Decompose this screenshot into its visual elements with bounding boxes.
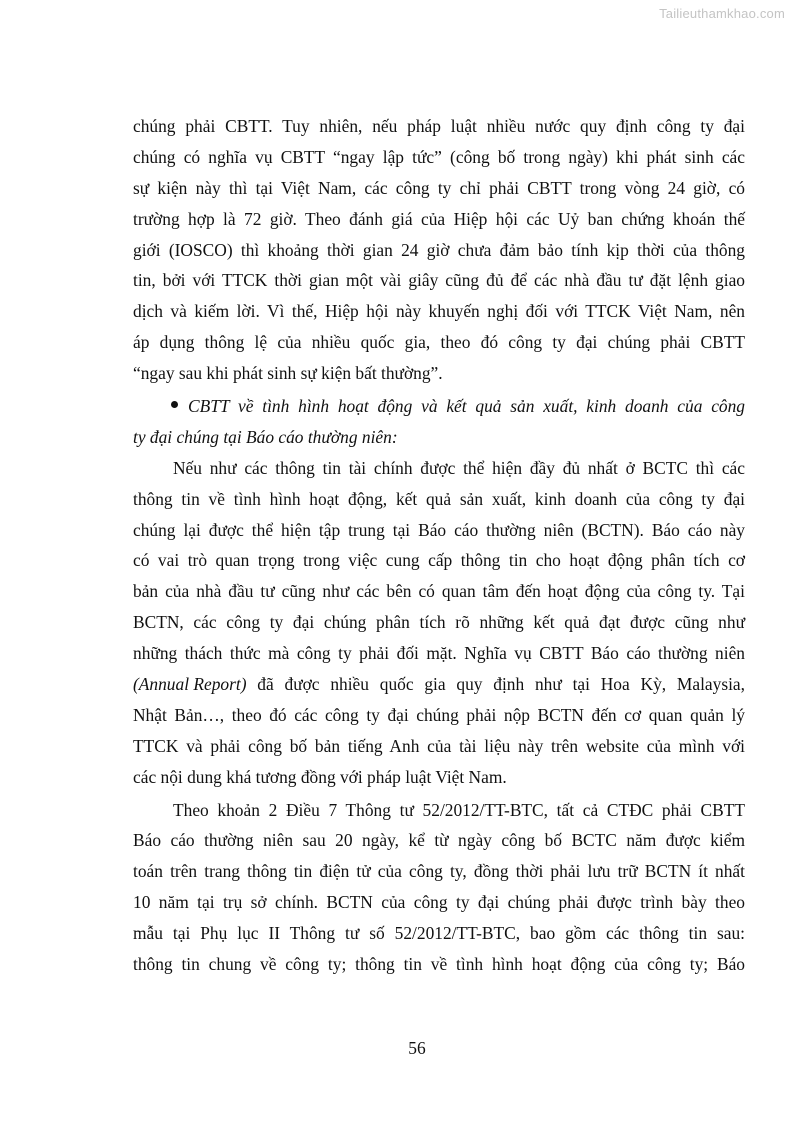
paragraph-2 (133, 453, 745, 793)
text-line: Theo khoản 2 Điều 7 Thông tư 52/2012/TT-BTC, tất cả CTĐC phải CBTT (173, 799, 745, 820)
page-body (133, 111, 745, 980)
bullet-heading (133, 391, 745, 453)
text-line-mixed (133, 669, 745, 700)
text-line: mẫu tại Phụ lục II Thông tư số 52/2012/TT-BTC, bao gồm các thông tin sau: (133, 923, 745, 944)
text-line: TTCK và phải công bố bản tiếng Anh của tài liệu này trên website của mình với (133, 735, 745, 756)
text-line: Nhật Bản…, theo đó các công ty đại chúng phải nộp BCTN đến cơ quan quản lý (133, 704, 745, 725)
text-line: chúng phải CBTT. Tuy nhiên, nếu pháp luật nhiều nước quy định công ty đại (133, 116, 745, 136)
text-line: những thách thức mà công ty phải đối mặt. Nghĩa vụ CBTT Báo cáo thường niên (133, 643, 745, 664)
text-line: áp dụng thông lệ của nhiều quốc gia, theo đó công ty đại chúng phải CBTT (133, 332, 745, 353)
paragraph-1 (133, 111, 745, 389)
text-line: thông tin chung về công ty; thông tin về tình hình hoạt động của công ty; Báo (133, 954, 745, 975)
bullet-text: CBTT về tình hình hoạt động và kết quả sản xuất, kinh doanh của công (188, 396, 745, 417)
text-line: chúng lại được thể hiện tập trung tại Báo cáo thường niên (BCTN). Báo cáo này (133, 519, 745, 540)
text-line: tin, bởi với TTCK thời gian một vài giây cũng đủ để các nhà đầu tư đặt lệnh giao (133, 270, 745, 291)
text-line: chúng có nghĩa vụ CBTT “ngay lập tức” (công bố trong ngày) khi phát sinh các (133, 146, 745, 167)
text-line: “ngay sau khi phát sinh sự kiện bất thường”. (133, 363, 443, 384)
bullet-icon (171, 401, 178, 408)
paragraph-3 (133, 795, 745, 980)
text-line: sự kiện này thì tại Việt Nam, các công ty chỉ phải CBTT trong vòng 24 giờ, có (133, 177, 745, 198)
text-line: có vai trò quan trọng trong việc cung cấp thông tin cho hoạt động phân tích cơ (133, 550, 745, 571)
page-number: 56 (408, 1038, 426, 1058)
text-line: dịch và kiếm lời. Vì thế, Hiệp hội này khuyến nghị đối với TTCK Việt Nam, nên (133, 301, 745, 322)
text-line: Nếu như các thông tin tài chính được thể hiện đầy đủ nhất ở BCTC thì các (173, 457, 745, 478)
text-line: Báo cáo thường niên sau 20 ngày, kể từ ngày công bố BCTC năm được kiểm (133, 830, 745, 851)
text-line: giới (IOSCO) thì khoảng thời gian 24 giờ chưa đảm bảo tính kịp thời của thông (133, 239, 745, 260)
text-line: ty đại chúng tại Báo cáo thường niên: (133, 426, 398, 447)
text-line: bản của nhà đầu tư cũng như các bên có quan tâm đến hoạt động của công ty. Tại (133, 581, 745, 602)
annual-report-term: (Annual Report) (133, 674, 247, 695)
bullet-line (133, 391, 745, 422)
text-line: thông tin về tình hình hoạt động, kết quả sản xuất, kinh doanh của công ty đại (133, 488, 745, 509)
watermark: Tailieuthamkhao.com (659, 6, 785, 21)
text-line: BCTN, các công ty đại chúng phân tích rõ những kết quả đạt được cũng như (133, 612, 745, 633)
text-line: các nội dung khá tương đồng với pháp luật Việt Nam. (133, 766, 507, 787)
text-fragment: đã được nhiều quốc gia quy định như tại Hoa Kỳ, Malaysia, (246, 674, 745, 695)
text-line: trường hợp là 72 giờ. Theo đánh giá của Hiệp hội các Uỷ ban chứng khoán thế (133, 208, 745, 229)
text-line: 10 năm tại trụ sở chính. BCTN của công ty đại chúng phải được trình bày theo (133, 892, 745, 913)
text-line: toán trên trang thông tin điện tử của công ty, đồng thời phải lưu trữ BCTN ít nhất (133, 861, 745, 882)
